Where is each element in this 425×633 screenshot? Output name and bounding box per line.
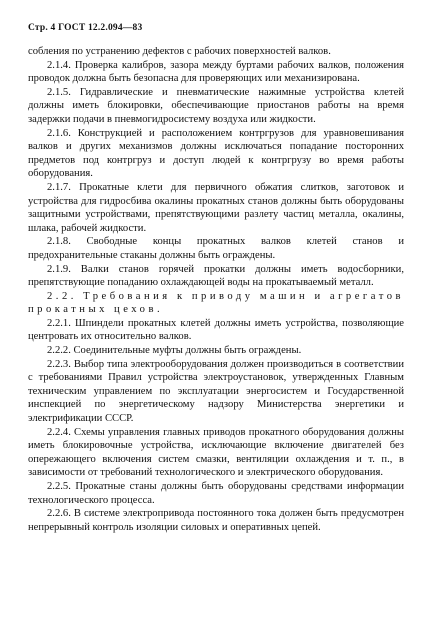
page-header: Стр. 4 ГОСТ 12.2.094—83 bbox=[28, 23, 143, 33]
section-heading-2-2: 2.2. Требования к приводу машин и агрегатов прокатных цехов. bbox=[28, 290, 404, 316]
paragraph-2-2-1: 2.2.1. Шпиндели прокатных клетей должны иметь устройства, позволяющие центровать их относительно валков. bbox=[28, 317, 404, 343]
paragraph-continuation: собления по устранению дефектов с рабочих поверхностей валков. bbox=[28, 46, 331, 57]
paragraph-2-1-9: 2.1.9. Валки станов горячей прокатки должны иметь водосборники, препятствующие попаданию охлаждающей воды на прокатываемый металл. bbox=[28, 263, 404, 289]
paragraph-2-1-4: 2.1.4. Проверка калибров, зазора между буртами рабочих валков, положения проводок должна быть безопасна для проверяющих или механизирована. bbox=[28, 59, 404, 85]
paragraph-2-1-6: 2.1.6. Конструкцией и расположением контргрузов для уравновешивания валков и других механизмов должны исключаться попадание посторонних предметов под контргруз и доступ людей к контргрузу во время работы оборудования. bbox=[28, 127, 404, 180]
paragraph-2-2-2: 2.2.2. Соединительные муфты должны быть ограждены. bbox=[47, 345, 302, 357]
paragraph-2-2-4: 2.2.4. Схемы управления главных приводов прокатного оборудования должны иметь блокировочные устройства, исключающие включение двигателей без опережающего включения систем смазки, вентиляции охлаждения и т. п., в зависимости от требований технологического и электрического оборудования. bbox=[28, 426, 404, 479]
paragraph-2-2-5: 2.2.5. Прокатные станы должны быть оборудованы средствами информации технологического процесса. bbox=[28, 481, 404, 506]
paragraph-2-1-5: 2.1.5. Гидравлические и пневматические нажимные устройства клетей должны иметь блокировки, обеспечивающие приостанов работы на время задержки подачи в пневмогидросистему воздуха или жидкости. bbox=[28, 86, 404, 125]
paragraph-2-1-8: 2.1.8. Свободные концы прокатных валков клетей станов и предохранительные стаканы должны быть ограждены. bbox=[28, 236, 404, 261]
paragraph-2-1-7: 2.1.7. Прокатные клети для первичного обжатия слитков, заготовок и устройства для гидросбива окалины прокатных станов должны быть оборудованы защитными устройствами, препятствующими разлету частиц металла, окалины, шлака, рабочей жидкости. bbox=[28, 181, 404, 234]
paragraph-2-2-6: 2.2.6. В системе электропривода постоянного тока должен быть предусмотрен непрерывный контроль изоляции силовых и оперативных цепей. bbox=[28, 508, 404, 533]
paragraph-2-2-3: 2.2.3. Выбор типа электрооборудования должен производиться в соответствии с требованиями Правил устройства электроустановок, утвержденных Главным техническим управлением по эксплуатации энергосистем и Государственной инспекцией по энергетическому надзору Министерства энергетики и электрификации СССР. bbox=[28, 358, 404, 425]
